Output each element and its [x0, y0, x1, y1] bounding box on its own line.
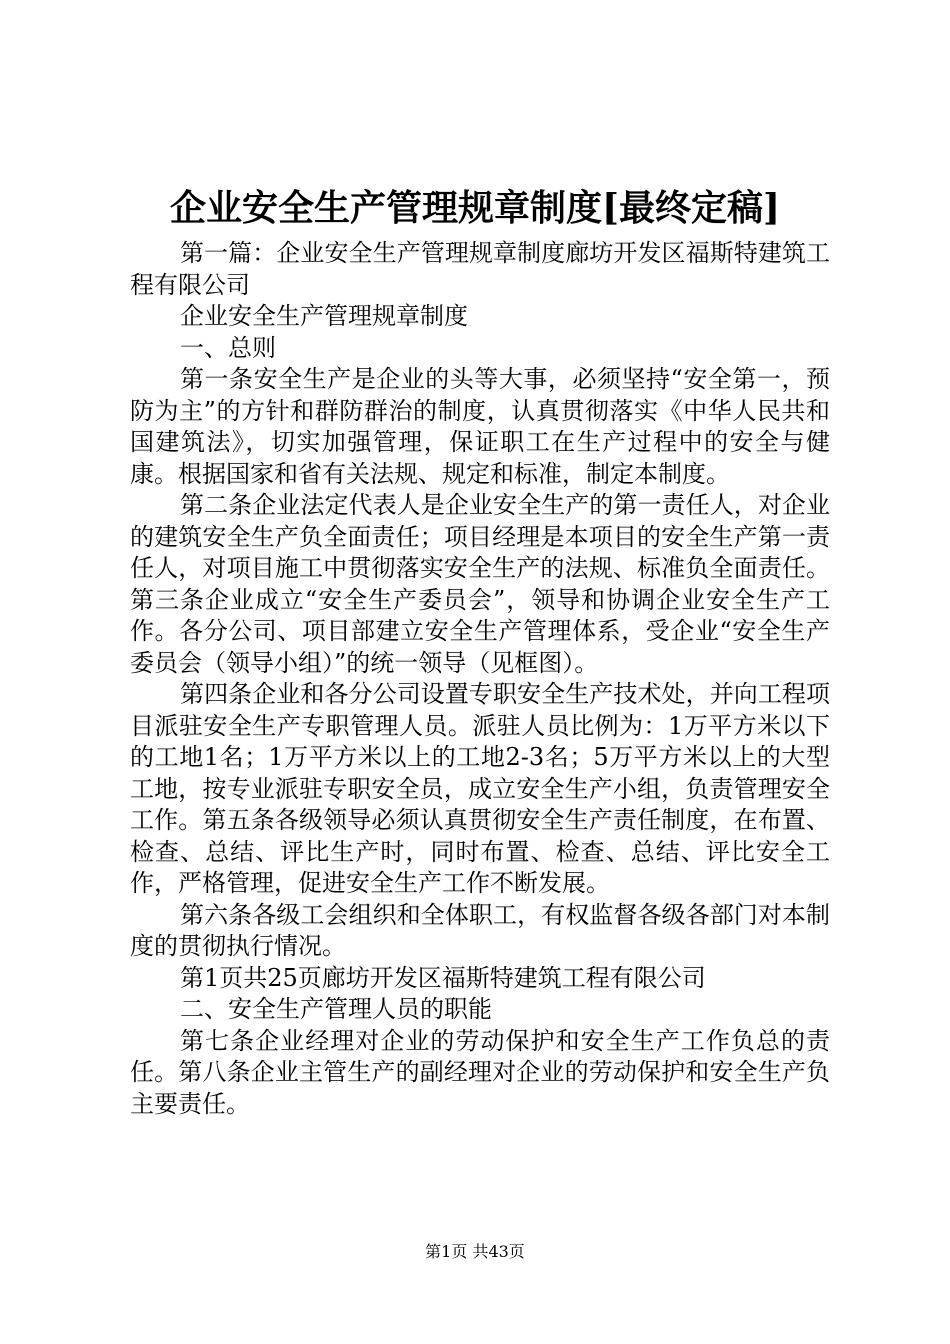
paragraph-article-1: 第一条安全生产是企业的头等大事，必须坚持“安全第一，预防为主”的方针和群防群治的制度，认真贯彻落实《中华人民共和国建筑法》，切实加强管理，保证职工在生产过程中的安全与健康。根据国家和省有关法规、规定和标准，制定本制度。 [130, 365, 830, 488]
inline-page-marker: 第1页共25页廊坊开发区福斯特建筑工程有限公司 [180, 963, 706, 992]
paragraph-intro: 第一篇：企业安全生产管理规章制度廊坊开发区福斯特建筑工程有限公司 [130, 239, 830, 299]
section-heading-duties: 二、安全生产管理人员的职能 [180, 995, 492, 1023]
paragraph-article-2-3: 第二条企业法定代表人是企业安全生产的第一责任人，对企业的建筑安全生产负全面责任；项目经理是本项目的安全生产第一责任人，对项目施工中贯彻落实安全生产的法规、标准负全面责任。第三条企业成立“安全生产委员会”，领导和协调企业安全生产工作。各分公司、项目部建立安全生产管理体系，受企业“安全生产委员会（领导小组）”的统一领导（见框图）。 [130, 491, 830, 677]
paragraph-article-6: 第六条各级工会组织和全体职工，有权监督各级各部门对本制度的贯彻执行情况。 [130, 900, 830, 960]
document-body [130, 238, 830, 1120]
page-footer: 第1页 共43页 [425, 1242, 525, 1261]
section-heading-general: 一、总则 [180, 333, 276, 362]
paragraph-article-7-8: 第七条企业经理对企业的劳动保护和安全生产工作负总的责任。第八条企业主管生产的副经理对企业的劳动保护和安全生产负主要责任。 [130, 1026, 830, 1118]
document-title: 企业安全生产管理规章制度[最终定稿] [169, 187, 781, 229]
paragraph-heading: 企业安全生产管理规章制度 [180, 302, 468, 330]
paragraph-article-4-5: 第四条企业和各分公司设置专职安全生产技术处，并向工程项目派驻安全生产专职管理人员。派驻人员比例为：1万平方米以下的工地1名；1万平方米以上的工地2-3名；5万平方米以上的大型工地，按专业派驻专职安全员，成立安全生产小组，负责管理安全工作。第五条各级领导必须认真贯彻安全生产责任制度，在布置、检查、总结、评比生产时，同时布置、检查、总结、评比安全工作，严格管理，促进安全生产工作不断发展。 [130, 680, 830, 897]
